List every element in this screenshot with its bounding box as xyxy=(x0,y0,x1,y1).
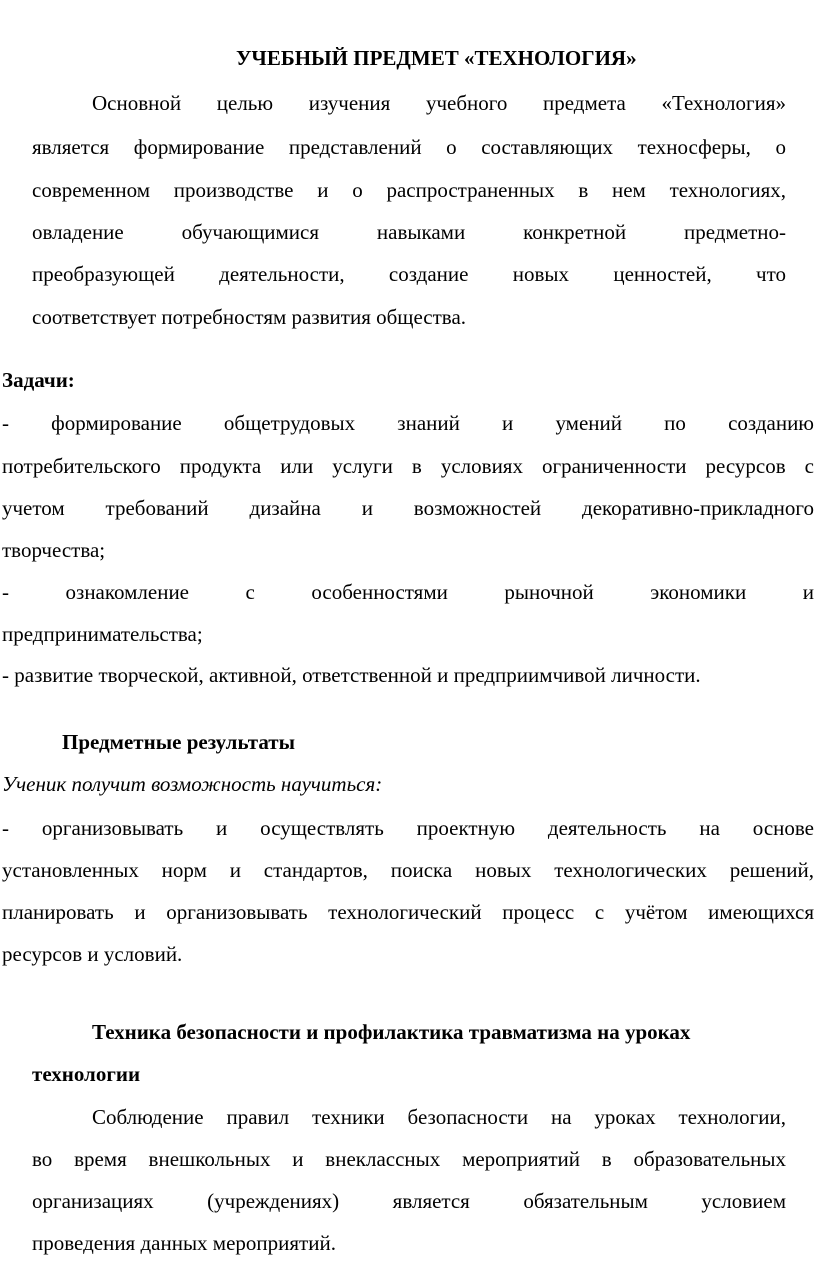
result-line: - организовывать и осуществлять проектную деятельность на основе xyxy=(2,816,814,840)
results-heading: Предметные результаты xyxy=(62,730,295,754)
safety-heading: Техника безопасности и профилактика травматизма на уроках xyxy=(92,1020,691,1044)
task-line: учетом требований дизайна и возможностей декоративно-прикладного xyxy=(2,496,814,520)
intro-line: овладение обучающимися навыками конкретной предметно- xyxy=(32,220,786,244)
task-line: - формирование общетрудовых знаний и умений по созданию xyxy=(2,411,814,435)
task-line: - ознакомление с особенностями рыночной экономики и xyxy=(2,580,814,604)
results-subheading: Ученик получит возможность научиться: xyxy=(2,772,383,796)
task-line: предпринимательства; xyxy=(2,622,203,646)
result-line: планировать и организовывать технологический процесс с учётом имеющихся xyxy=(2,900,814,924)
task-line: потребительского продукта или услуги в условиях ограниченности ресурсов с xyxy=(2,454,814,478)
tasks-heading: Задачи: xyxy=(2,368,75,392)
intro-line: современном производстве и о распространенных в нем технологиях, xyxy=(32,178,786,202)
intro-line: соответствует потребностям развития общества. xyxy=(32,305,467,329)
intro-line: преобразующей деятельности, создание новых ценностей, что xyxy=(32,262,786,286)
result-line: установленных норм и стандартов, поиска новых технологических решений, xyxy=(2,858,814,882)
safety-line: Соблюдение правил техники безопасности на уроках технологии, xyxy=(92,1105,786,1129)
intro-line: является формирование представлений о составляющих техносферы, о xyxy=(32,135,786,159)
safety-heading: технологии xyxy=(32,1062,141,1086)
task-line: творчества; xyxy=(2,538,106,562)
safety-line: во время внешкольных и внеклассных мероприятий в образовательных xyxy=(32,1147,786,1171)
safety-line: организациях (учреждениях) является обязательным условием xyxy=(32,1189,786,1213)
safety-line: проведения данных мероприятий. xyxy=(32,1231,336,1255)
result-line: ресурсов и условий. xyxy=(2,942,183,966)
task-line: - развитие творческой, активной, ответственной и предприимчивой личности. xyxy=(2,663,701,687)
page-title: УЧЕБНЫЙ ПРЕДМЕТ «ТЕХНОЛОГИЯ» xyxy=(236,46,637,70)
intro-line: Основной целью изучения учебного предмета «Технология» xyxy=(92,91,786,115)
